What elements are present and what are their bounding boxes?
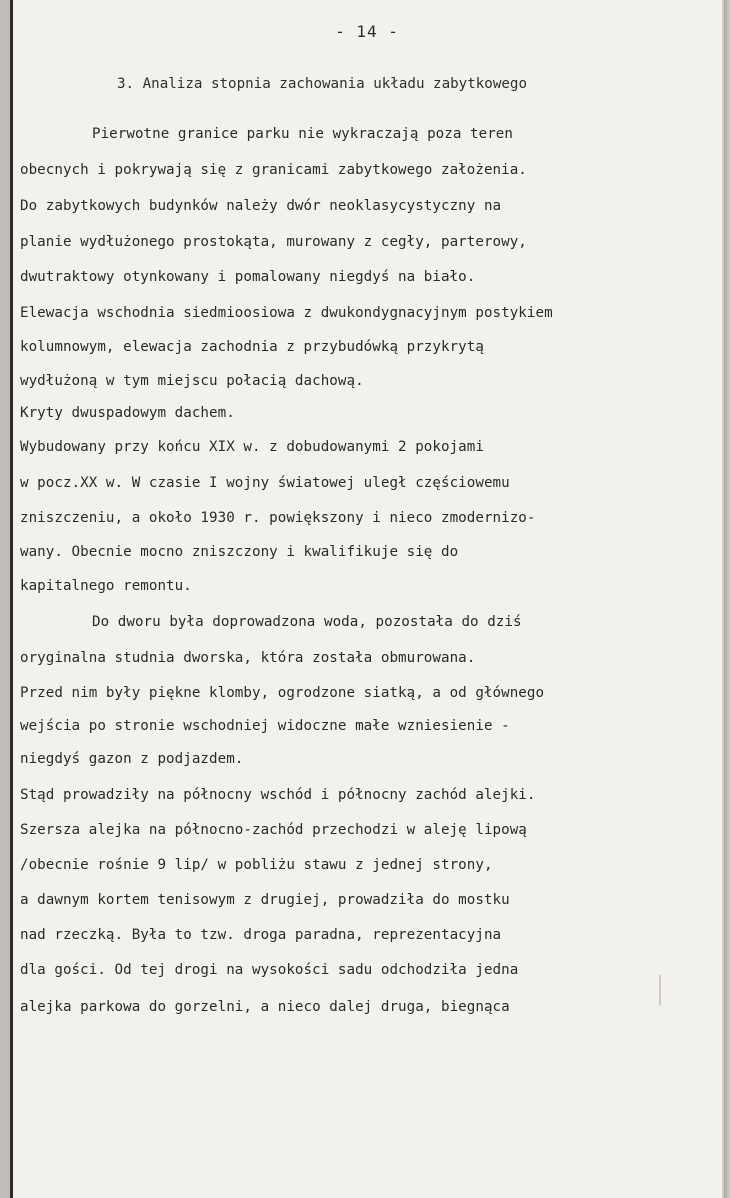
text-line: Do zabytkowych budynków należy dwór neoklasycystyczny na <box>20 198 502 214</box>
text-line: niegdyś gazon z podjazdem. <box>20 751 244 767</box>
text-line: /obecnie rośnie 9 lip/ w pobliżu stawu z jednej strony, <box>20 857 493 873</box>
text-line: kapitalnego remontu. <box>20 578 192 594</box>
binding-edge <box>10 0 13 1198</box>
text-line: oryginalna studnia dworska, która została obmurowana. <box>20 650 476 666</box>
text-line: obecnych i pokrywają się z granicami zabytkowego założenia. <box>20 162 527 178</box>
text-line: nad rzeczką. Była to tzw. droga paradna, reprezentacyjna <box>20 927 502 943</box>
margin-mark <box>659 975 661 1005</box>
text-line: kolumnowym, elewacja zachodnia z przybudówką przykrytą <box>20 339 484 355</box>
text-line: Wybudowany przy końcu XIX w. z dobudowanymi 2 pokojami <box>20 439 484 455</box>
text-line: planie wydłużonego prostokąta, murowany z cegły, parterowy, <box>20 234 527 250</box>
text-line: dwutraktowy otynkowany i pomalowany niegdyś na biało. <box>20 269 476 285</box>
text-line: alejka parkowa do gorzelni, a nieco dalej druga, biegnąca <box>20 999 510 1015</box>
text-line: a dawnym kortem tenisowym z drugiej, prowadziła do mostku <box>20 892 510 908</box>
text-line: Pierwotne granice parku nie wykraczają poza teren <box>92 126 513 142</box>
text-line: dla gości. Od tej drogi na wysokości sadu odchodziła jedna <box>20 962 519 978</box>
document-page <box>10 0 724 1198</box>
text-line: wejścia po stronie wschodniej widoczne małe wzniesienie - <box>20 718 510 734</box>
text-line: Elewacja wschodnia siedmioosiowa z dwukondygnacyjnym postykiem <box>20 305 553 321</box>
text-line: Do dworu była doprowadzona woda, pozostała do dziś <box>92 614 522 630</box>
text-line: Kryty dwuspadowym dachem. <box>20 405 235 421</box>
text-line: wany. Obecnie mocno zniszczony i kwalifikuje się do <box>20 544 459 560</box>
section-title: 3. Analiza stopnia zachowania układu zabytkowego <box>117 76 527 92</box>
page-number: - 14 - <box>335 22 399 41</box>
text-line: Przed nim były piękne klomby, ogrodzone siatką, a od głównego <box>20 685 545 701</box>
text-line: Stąd prowadziły na północny wschód i północny zachód alejki. <box>20 787 536 803</box>
page-edge-shadow <box>724 0 731 1198</box>
text-line: wydłużoną w tym miejscu połacią dachową. <box>20 373 364 389</box>
text-line: Szersza alejka na północno-zachód przechodzi w aleję lipową <box>20 822 527 838</box>
text-line: zniszczeniu, a około 1930 r. powiększony i nieco zmodernizo- <box>20 510 536 526</box>
text-line: w pocz.XX w. W czasie I wojny światowej uległ częściowemu <box>20 475 510 491</box>
